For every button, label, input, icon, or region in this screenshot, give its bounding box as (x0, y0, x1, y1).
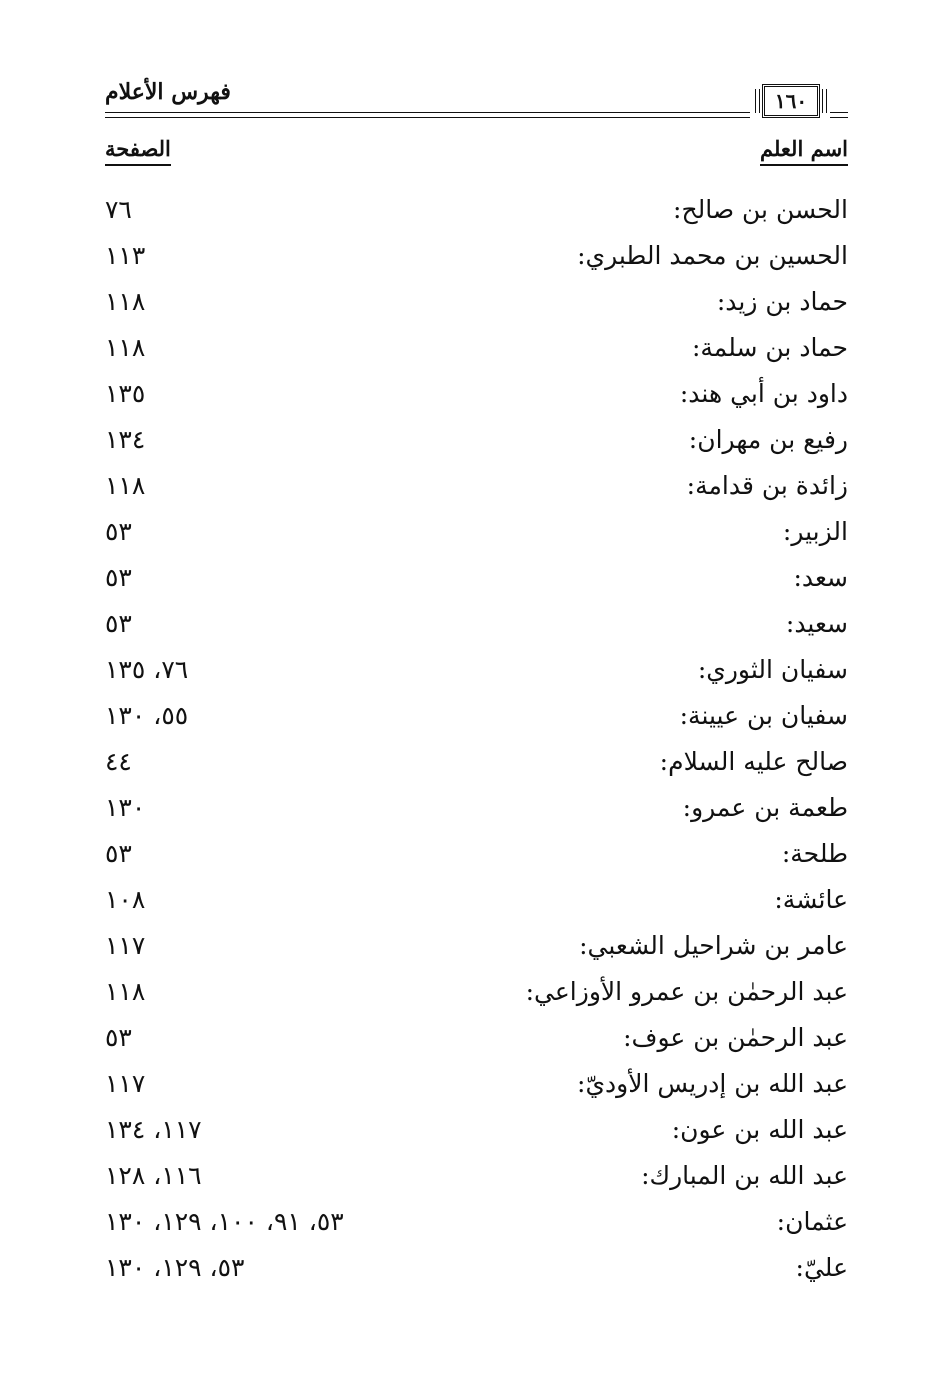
list-item (105, 832, 848, 878)
entry-pages: ١١٧ (105, 931, 146, 960)
list-item (105, 418, 848, 464)
entry-name: صالح عليه السلام: (659, 747, 848, 776)
entry-name: طلحة: (781, 839, 848, 868)
entry-pages: ١١٨ (105, 471, 146, 500)
entry-pages: ٥٣ (105, 1023, 132, 1052)
entry-pages: ٥٣ (105, 609, 132, 638)
column-header-name: اسم العلم (760, 136, 848, 166)
entry-name: سعيد: (785, 609, 848, 638)
entry-name: الحسين بن محمد الطبري: (577, 241, 848, 270)
entry-pages: ٤٤ (105, 747, 132, 776)
list-item (105, 1062, 848, 1108)
entry-pages: ١٣٤ (105, 425, 146, 454)
header-rule (105, 112, 750, 118)
entry-pages: ١١٨ (105, 287, 146, 316)
list-item (105, 1154, 848, 1200)
entry-pages: ١١٧، ١٣٤ (105, 1115, 202, 1144)
list-item (105, 326, 848, 372)
entry-name: عليّ: (795, 1253, 848, 1282)
entry-pages: ٥٣، ١٢٩، ١٣٠ (105, 1253, 245, 1282)
entry-name: سفيان بن عيينة: (679, 701, 848, 730)
entry-name: زائدة بن قدامة: (686, 471, 848, 500)
list-item (105, 372, 848, 418)
entry-name: حماد بن سلمة: (691, 333, 848, 362)
entry-pages: ٥٣ (105, 563, 132, 592)
entry-name: عبد الرحمٰن بن عوف: (623, 1023, 848, 1052)
list-item (105, 924, 848, 970)
entry-name: عائشة: (774, 885, 848, 914)
list-item (105, 1016, 848, 1062)
entry-name: عبد الله بن إدريس الأوديّ: (577, 1069, 848, 1098)
header-rule-tail (830, 112, 848, 118)
list-item (105, 188, 848, 234)
list-item (105, 510, 848, 556)
header-title: فهرس الأعلام (105, 79, 231, 105)
list-item (105, 786, 848, 832)
entry-name: داود بن أبي هند: (679, 379, 848, 408)
entry-name: طعمة بن عمرو: (682, 793, 848, 822)
list-item (105, 464, 848, 510)
list-item (105, 280, 848, 326)
entry-name: الزبير: (782, 517, 848, 546)
list-item (105, 740, 848, 786)
list-item (105, 556, 848, 602)
entry-name: الحسن بن صالح: (673, 195, 848, 224)
index-entries (105, 188, 848, 1292)
column-header-page: الصفحة (105, 136, 171, 166)
entry-pages: ١٠٨ (105, 885, 146, 914)
running-header (105, 74, 848, 124)
entry-name: رفيع بن مهران: (688, 425, 848, 454)
list-item (105, 878, 848, 924)
entry-pages: ٧٦، ١٣٥ (105, 655, 189, 684)
entry-pages: ٧٦ (105, 195, 132, 224)
entry-pages: ١١٨ (105, 333, 146, 362)
column-headers (105, 136, 848, 176)
entry-pages: ٥٣، ٩١، ١٠٠، ١٢٩، ١٣٠ (105, 1207, 344, 1236)
entry-pages: ١٣٠ (105, 793, 146, 822)
entry-name: عامر بن شراحيل الشعبي: (579, 931, 848, 960)
entry-name: عبد الله بن عون: (671, 1115, 848, 1144)
entry-pages: ١١٣ (105, 241, 146, 270)
entry-pages: ٥٣ (105, 517, 132, 546)
list-item (105, 1246, 848, 1292)
list-item (105, 648, 848, 694)
entry-name: سفيان الثوري: (697, 655, 848, 684)
entry-pages: ١٣٥ (105, 379, 146, 408)
entry-name: حماد بن زيد: (716, 287, 848, 316)
list-item (105, 1108, 848, 1154)
list-item (105, 234, 848, 280)
entry-name: سعد: (793, 563, 848, 592)
list-item (105, 1200, 848, 1246)
entry-pages: ١١٧ (105, 1069, 146, 1098)
list-item (105, 970, 848, 1016)
entry-name: عثمان: (776, 1207, 848, 1236)
list-item (105, 602, 848, 648)
entry-pages: ٥٥، ١٣٠ (105, 701, 189, 730)
entry-pages: ٥٣ (105, 839, 132, 868)
list-item (105, 694, 848, 740)
entry-pages: ١١٨ (105, 977, 146, 1006)
entry-name: عبد الله بن المبارك: (641, 1161, 848, 1190)
page-number: ١٦٠ (762, 84, 820, 118)
entry-pages: ١١٦، ١٢٨ (105, 1161, 202, 1190)
entry-name: عبد الرحمٰن بن عمرو الأوزاعي: (525, 977, 848, 1006)
